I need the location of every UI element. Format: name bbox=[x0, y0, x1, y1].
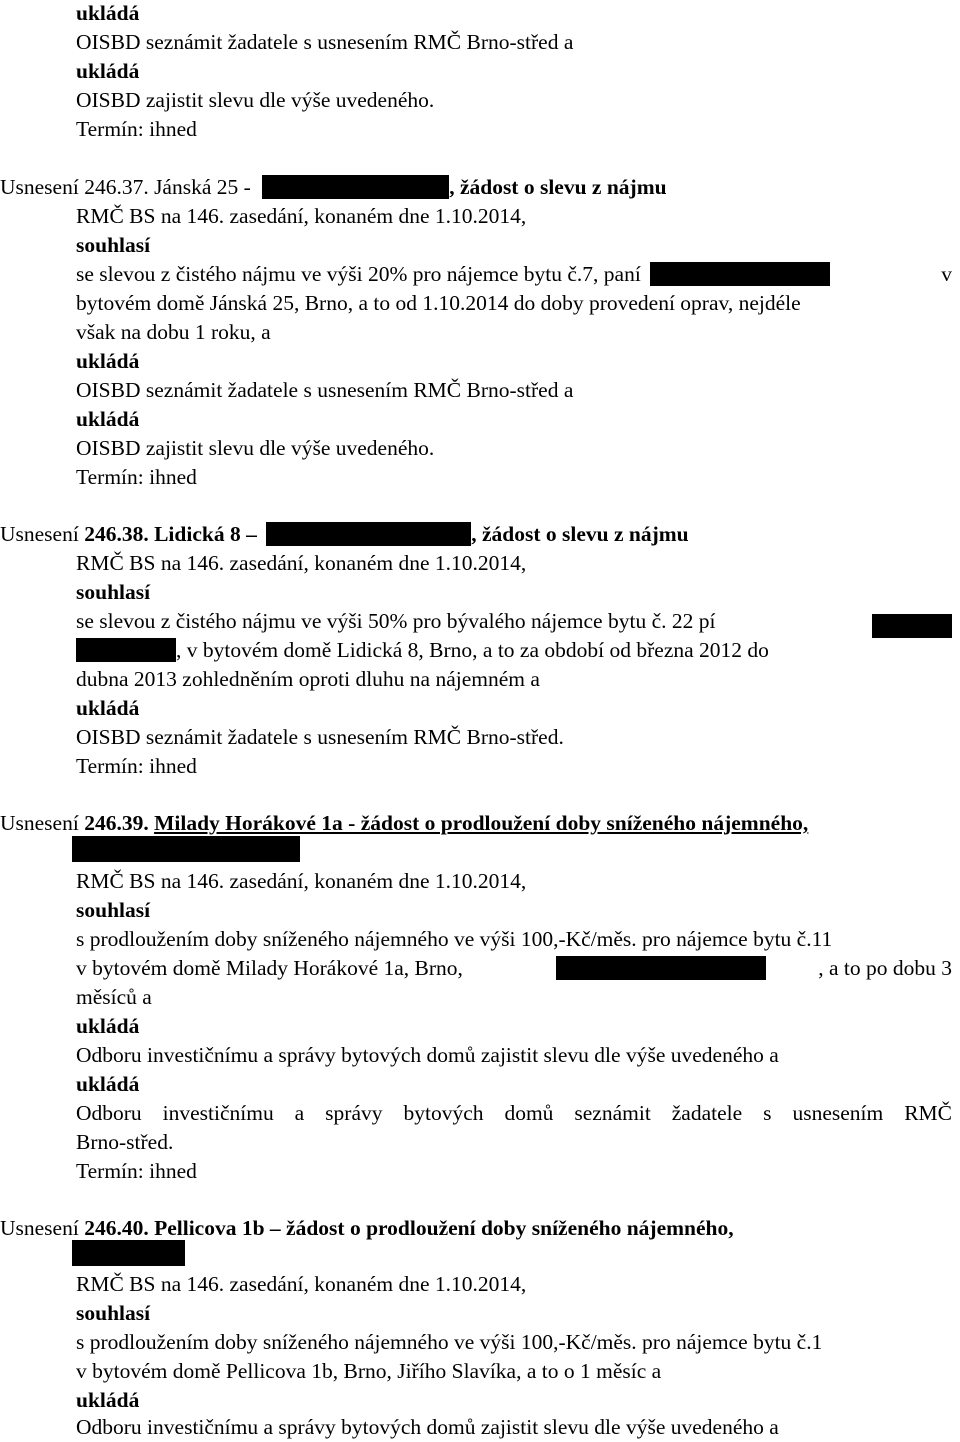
uklada-label: ukládá bbox=[76, 1388, 140, 1412]
resolution-label: Usnesení bbox=[0, 811, 79, 835]
redaction-block bbox=[266, 522, 471, 546]
redaction-block bbox=[76, 638, 176, 662]
resolution-subject: Milady Horákové 1a - žádost o prodloužení doby sníženého nájemného, bbox=[154, 811, 809, 835]
redaction-block bbox=[650, 262, 830, 286]
resolution-text-line: měsíců a bbox=[76, 985, 152, 1009]
instruction-text: Odboru investičnímu a správy bytových domů zajistit slevu dle výše uvedeného a bbox=[76, 1043, 779, 1067]
uklada-label: ukládá bbox=[76, 1, 140, 25]
instruction-text: OISBD seznámit žadatele s usnesením RMČ Brno-střed. bbox=[76, 725, 564, 749]
resolution-text-line bbox=[76, 608, 952, 634]
meeting-info: RMČ BS na 146. zasedání, konaném dne 1.10.2014, bbox=[76, 1272, 527, 1296]
resolution-text-line bbox=[76, 955, 952, 981]
resolution-text-line: s prodloužením doby sníženého nájemného ve výši 100,-Kč/měs. pro nájemce bytu č.1 bbox=[76, 1330, 823, 1354]
text-fragment: se slevou z čistého nájmu ve výši 20% pro nájemce bytu č.7, paní bbox=[76, 262, 641, 286]
resolution-number: 246.39. bbox=[84, 811, 149, 835]
instruction-text: Brno-střed. bbox=[76, 1130, 174, 1154]
resolution-subject: Pellicova 1b – žádost o prodloužení doby sníženého nájemného, bbox=[154, 1216, 734, 1240]
resolution-number: 246.40. bbox=[84, 1216, 149, 1240]
text-fragment: v bbox=[941, 262, 952, 286]
resolution-text-line bbox=[76, 261, 952, 287]
resolution-heading-246-39 bbox=[0, 810, 808, 836]
resolution-text-line: bytovém domě Jánská 25, Brno, a to od 1.10.2014 do doby provedení oprav, nejdéle bbox=[76, 291, 801, 315]
redaction-block bbox=[556, 956, 766, 980]
instruction-text: OISBD zajistit slevu dle výše uvedeného. bbox=[76, 436, 435, 460]
resolution-text-line bbox=[76, 637, 769, 663]
uklada-label: ukládá bbox=[76, 349, 140, 373]
uklada-label: ukládá bbox=[76, 59, 140, 83]
uklada-label: ukládá bbox=[76, 407, 140, 431]
text-fragment: se slevou z čistého nájmu ve výši 50% pro bývalého nájemce bytu č. 22 pí bbox=[76, 609, 716, 633]
instruction-text: Odboru investičnímu a správy bytových domů zajistit slevu dle výše uvedeného a bbox=[76, 1415, 779, 1439]
redaction-block bbox=[262, 175, 449, 199]
resolution-number: Usnesení 246.37. Jánská 25 - bbox=[0, 175, 251, 199]
instruction-text: OISBD seznámit žadatele s usnesením RMČ Brno-střed a bbox=[76, 30, 574, 54]
instruction-text: OISBD seznámit žadatele s usnesením RMČ Brno-střed a bbox=[76, 378, 574, 402]
deadline-text: Termín: ihned bbox=[76, 754, 197, 778]
instruction-text: Odboru investičnímu a správy bytových domů seznámit žadatele s usnesením RMČ bbox=[76, 1101, 952, 1125]
text-fragment: , a to po dobu 3 bbox=[818, 956, 952, 980]
instruction-text: OISBD zajistit slevu dle výše uvedeného. bbox=[76, 88, 435, 112]
deadline-text: Termín: ihned bbox=[76, 1159, 197, 1183]
resolution-text-line: dubna 2013 zohledněním oproti dluhu na nájemném a bbox=[76, 667, 540, 691]
resolution-text-line: s prodloužením doby sníženého nájemného ve výši 100,-Kč/měs. pro nájemce bytu č.11 bbox=[76, 927, 833, 951]
resolution-label: Usnesení bbox=[0, 522, 79, 546]
resolution-label: Usnesení bbox=[0, 1216, 79, 1240]
souhlasi-label: souhlasí bbox=[76, 580, 151, 604]
text-fragment: , v bytovém domě Lidická 8, Brno, a to za období od března 2012 do bbox=[176, 638, 769, 662]
souhlasi-label: souhlasí bbox=[76, 1301, 151, 1325]
uklada-label: ukládá bbox=[76, 1072, 140, 1096]
resolution-heading-246-38 bbox=[0, 521, 689, 547]
redaction-block bbox=[72, 1240, 185, 1266]
uklada-label: ukládá bbox=[76, 1014, 140, 1038]
resolution-heading-continued bbox=[72, 1240, 185, 1267]
meeting-info: RMČ BS na 146. zasedání, konaném dne 1.10.2014, bbox=[76, 869, 527, 893]
redaction-block bbox=[72, 836, 300, 862]
meeting-info: RMČ BS na 146. zasedání, konaném dne 1.10.2014, bbox=[76, 551, 527, 575]
resolution-subject: , žádost o slevu z nájmu bbox=[449, 175, 667, 199]
souhlasi-label: souhlasí bbox=[76, 233, 151, 257]
resolution-subject: , žádost o slevu z nájmu bbox=[471, 522, 689, 546]
deadline-text: Termín: ihned bbox=[76, 465, 197, 489]
resolution-number: 246.38. Lidická 8 – bbox=[84, 522, 257, 546]
meeting-info: RMČ BS na 146. zasedání, konaném dne 1.10.2014, bbox=[76, 204, 527, 228]
text-fragment: v bytovém domě Milady Horákové 1a, Brno, bbox=[76, 956, 463, 980]
resolution-text-line: však na dobu 1 roku, a bbox=[76, 320, 271, 344]
deadline-text: Termín: ihned bbox=[76, 117, 197, 141]
souhlasi-label: souhlasí bbox=[76, 898, 151, 922]
resolution-text-line: v bytovém domě Pellicova 1b, Brno, Jiřího Slavíka, a to o 1 měsíc a bbox=[76, 1359, 662, 1383]
resolution-heading-246-40 bbox=[0, 1215, 734, 1241]
resolution-heading-246-37 bbox=[0, 174, 667, 200]
resolution-heading-continued bbox=[72, 836, 300, 863]
uklada-label: ukládá bbox=[76, 696, 140, 720]
redaction-block bbox=[872, 614, 952, 638]
